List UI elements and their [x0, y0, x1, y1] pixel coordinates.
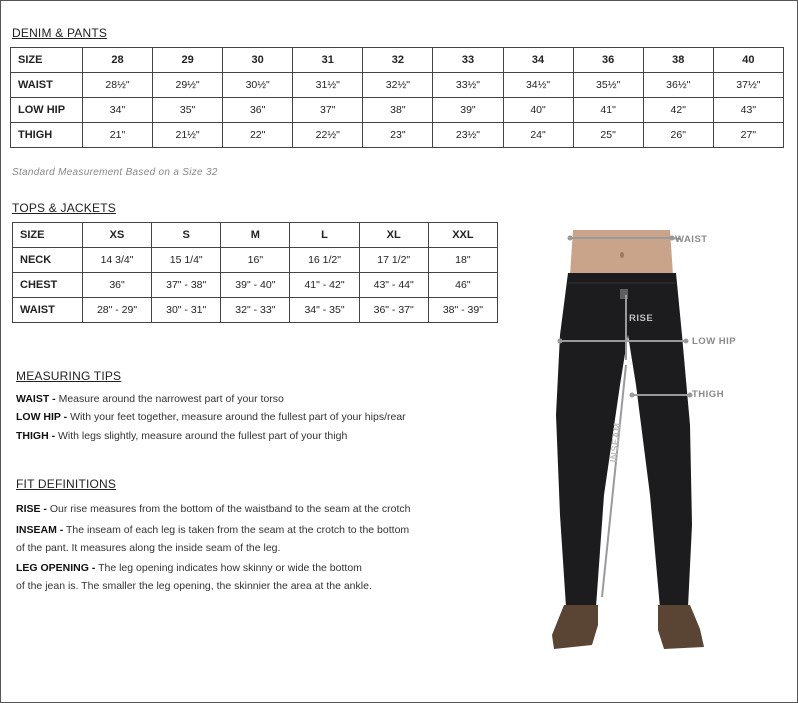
denim-heading: DENIM & PANTS	[12, 26, 108, 40]
denim-column-header: 28	[82, 48, 152, 73]
tops-table-row	[13, 273, 498, 298]
tops-column-header: XL	[359, 223, 428, 248]
def-leg-opening: LEG OPENING - The leg opening indicates how skinny or wide the bottom	[16, 562, 362, 574]
denim-note: Standard Measurement Based on a Size 32	[12, 167, 218, 178]
tip-low-hip: LOW HIP - With your feet together, measure around the fullest part of your hips/rear	[16, 411, 406, 423]
tops-column-header: XXL	[428, 223, 497, 248]
denim-table-cell: 38"	[363, 98, 433, 123]
denim-table-cell: 35½"	[573, 73, 643, 98]
tops-header-row	[13, 223, 498, 248]
tops-row-header: CHEST	[13, 273, 83, 298]
denim-table-row	[11, 98, 784, 123]
denim-table-row	[11, 123, 784, 148]
denim-column-header: 32	[363, 48, 433, 73]
tops-size-table	[12, 222, 498, 323]
tip-thigh: THIGH - With legs slightly, measure around the fullest part of your thigh	[16, 430, 348, 442]
tops-table-cell: 32" - 33"	[221, 298, 290, 323]
tops-table-cell: 38" - 39"	[428, 298, 497, 323]
fit-definitions-heading: FIT DEFINITIONS	[16, 477, 117, 491]
tops-table-cell: 18"	[428, 248, 497, 273]
denim-header-row	[11, 48, 784, 73]
denim-table-cell: 21"	[82, 123, 152, 148]
tops-table-cell: 43" - 44"	[359, 273, 428, 298]
navel	[620, 252, 624, 258]
tops-table-cell: 17 1/2"	[359, 248, 428, 273]
denim-table-cell: 24"	[503, 123, 573, 148]
denim-column-header: 36	[573, 48, 643, 73]
denim-table-cell: 23"	[363, 123, 433, 148]
denim-table-cell: 29½"	[153, 73, 223, 98]
denim-table-cell: 33½"	[433, 73, 503, 98]
def-leg-opening-cont: of the jean is. The smaller the leg opening, the skinnier the area at the ankle.	[16, 580, 372, 592]
tops-table-cell: 36" - 37"	[359, 298, 428, 323]
denim-table-cell: 28½"	[82, 73, 152, 98]
tops-row-header: WAIST	[13, 298, 83, 323]
denim-column-header: 40	[713, 48, 783, 73]
left-boot	[552, 605, 598, 649]
denim-row-header: WAIST	[11, 73, 83, 98]
measuring-tips-heading: MEASURING TIPS	[16, 369, 122, 383]
tops-column-header: SIZE	[13, 223, 83, 248]
denim-table-cell: 22½"	[293, 123, 363, 148]
denim-column-header: SIZE	[11, 48, 83, 73]
tops-table-cell: 16"	[221, 248, 290, 273]
tops-table-cell: 41" - 42"	[290, 273, 359, 298]
denim-table-cell: 34½"	[503, 73, 573, 98]
denim-table-cell: 25"	[573, 123, 643, 148]
denim-table-cell: 36"	[223, 98, 293, 123]
tops-table-row	[13, 298, 498, 323]
tops-column-header: XS	[82, 223, 151, 248]
tops-table-cell: 46"	[428, 273, 497, 298]
label-inseam: INSEAM	[608, 422, 624, 463]
denim-column-header: 30	[223, 48, 293, 73]
tops-column-header: S	[152, 223, 221, 248]
right-boot	[658, 605, 704, 649]
tops-table-cell: 30" - 31"	[152, 298, 221, 323]
denim-table-cell: 37"	[293, 98, 363, 123]
tops-column-header: M	[221, 223, 290, 248]
denim-column-header: 34	[503, 48, 573, 73]
denim-table-cell: 26"	[643, 123, 713, 148]
denim-row-header: LOW HIP	[11, 98, 83, 123]
def-inseam: INSEAM - The inseam of each leg is taken from the seam at the crotch to the bottom	[16, 524, 410, 536]
label-low-hip: LOW HIP	[692, 336, 737, 347]
tops-table-cell: 16 1/2"	[290, 248, 359, 273]
denim-table-cell: 31½"	[293, 73, 363, 98]
denim-column-header: 38	[643, 48, 713, 73]
tops-table-row	[13, 248, 498, 273]
denim-table-cell: 42"	[643, 98, 713, 123]
denim-table-cell: 39"	[433, 98, 503, 123]
def-inseam-cont: of the pant. It measures along the inside seam of the leg.	[16, 542, 281, 554]
def-rise: RISE - Our rise measures from the bottom of the waistband to the seam at the crotch	[16, 503, 411, 515]
denim-table-cell: 27"	[713, 123, 783, 148]
denim-column-header: 31	[293, 48, 363, 73]
denim-table-cell: 32½"	[363, 73, 433, 98]
denim-size-table	[10, 47, 784, 148]
tops-heading: TOPS & JACKETS	[12, 201, 116, 215]
tops-row-header: NECK	[13, 248, 83, 273]
tops-table-cell: 36"	[82, 273, 151, 298]
jeans-model-figure	[540, 225, 750, 655]
denim-table-cell: 36½"	[643, 73, 713, 98]
tops-table-cell: 15 1/4"	[152, 248, 221, 273]
denim-table-cell: 30½"	[223, 73, 293, 98]
denim-table-cell: 40"	[503, 98, 573, 123]
tops-table-cell: 14 3/4"	[82, 248, 151, 273]
tops-table-cell: 37" - 38"	[152, 273, 221, 298]
denim-table-cell: 22"	[223, 123, 293, 148]
denim-column-header: 33	[433, 48, 503, 73]
denim-table-cell: 41"	[573, 98, 643, 123]
jeans	[556, 273, 692, 608]
tops-table-cell: 28" - 29"	[82, 298, 151, 323]
tip-waist: WAIST - Measure around the narrowest part of your torso	[16, 393, 284, 405]
denim-column-header: 29	[153, 48, 223, 73]
denim-table-cell: 35"	[153, 98, 223, 123]
label-waist: WAIST	[675, 234, 708, 245]
denim-table-cell: 34"	[82, 98, 152, 123]
denim-table-cell: 23½"	[433, 123, 503, 148]
denim-table-cell: 21½"	[153, 123, 223, 148]
denim-table-row	[11, 73, 784, 98]
denim-table-cell: 43"	[713, 98, 783, 123]
denim-table-cell: 37½"	[713, 73, 783, 98]
label-thigh: THIGH	[692, 389, 725, 400]
denim-row-header: THIGH	[11, 123, 83, 148]
tops-table-cell: 39" - 40"	[221, 273, 290, 298]
label-rise: RISE	[629, 313, 654, 324]
tops-column-header: L	[290, 223, 359, 248]
tops-table-cell: 34" - 35"	[290, 298, 359, 323]
